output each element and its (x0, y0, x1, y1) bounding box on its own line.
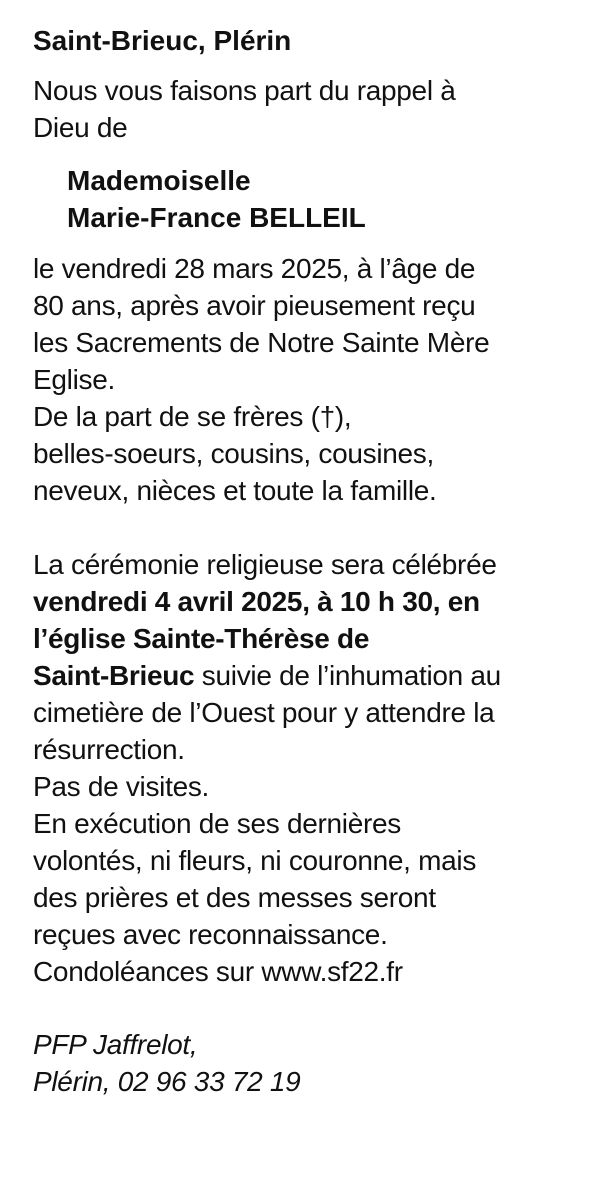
death-line: Eglise. (33, 364, 115, 395)
location-heading: Saint-Brieuc, Plérin (33, 25, 292, 56)
ceremony-details (33, 546, 592, 990)
family-line: neveux, nièces et toute la famille. (33, 475, 437, 506)
ceremony-church-line: l’église Sainte-Thérèse de (33, 623, 370, 654)
deceased-title: Mademoiselle (67, 165, 251, 196)
funeral-home-name: PFP Jaffrelot, (33, 1029, 198, 1060)
funeral-home-contact: Plérin, 02 96 33 72 19 (33, 1066, 301, 1097)
ceremony-line: La cérémonie religieuse sera célébrée (33, 549, 497, 580)
ceremony-line (33, 657, 592, 694)
family-line: De la part de se frères (†), (33, 401, 352, 432)
ceremony-line: résurrection. (33, 734, 185, 765)
family-line: belles-soeurs, cousins, cousines, (33, 438, 434, 469)
ceremony-line: En exécution de ses dernières (33, 808, 401, 839)
no-visits-line: Pas de visites. (33, 771, 210, 802)
death-line: 80 ans, après avoir pieusement reçu (33, 290, 476, 321)
death-details (33, 250, 592, 398)
death-line: le vendredi 28 mars 2025, à l’âge de (33, 253, 476, 284)
deceased-name (33, 162, 592, 236)
intro-text (33, 72, 592, 146)
ceremony-line: cimetière de l’Ouest pour y attendre la (33, 697, 495, 728)
deceased-fullname: Marie-France BELLEIL (67, 202, 366, 233)
ceremony-line: volontés, ni fleurs, ni couronne, mais (33, 845, 477, 876)
ceremony-city: Saint-Brieuc (33, 660, 195, 691)
ceremony-line: des prières et des messes seront (33, 882, 436, 913)
intro-line: Nous vous faisons part du rappel à (33, 75, 456, 106)
ceremony-burial-text: suivie de l’inhumation au (194, 660, 501, 691)
ceremony-line: reçues avec reconnaissance. (33, 919, 388, 950)
intro-line: Dieu de (33, 112, 128, 143)
death-line: les Sacrements de Notre Sainte Mère (33, 327, 490, 358)
family-details (33, 398, 592, 509)
spacer (33, 509, 592, 546)
ceremony-date-line: vendredi 4 avril 2025, à 10 h 30, en (33, 586, 480, 617)
condolences-line: Condoléances sur www.sf22.fr (33, 956, 403, 987)
funeral-home-signature (33, 1026, 592, 1100)
